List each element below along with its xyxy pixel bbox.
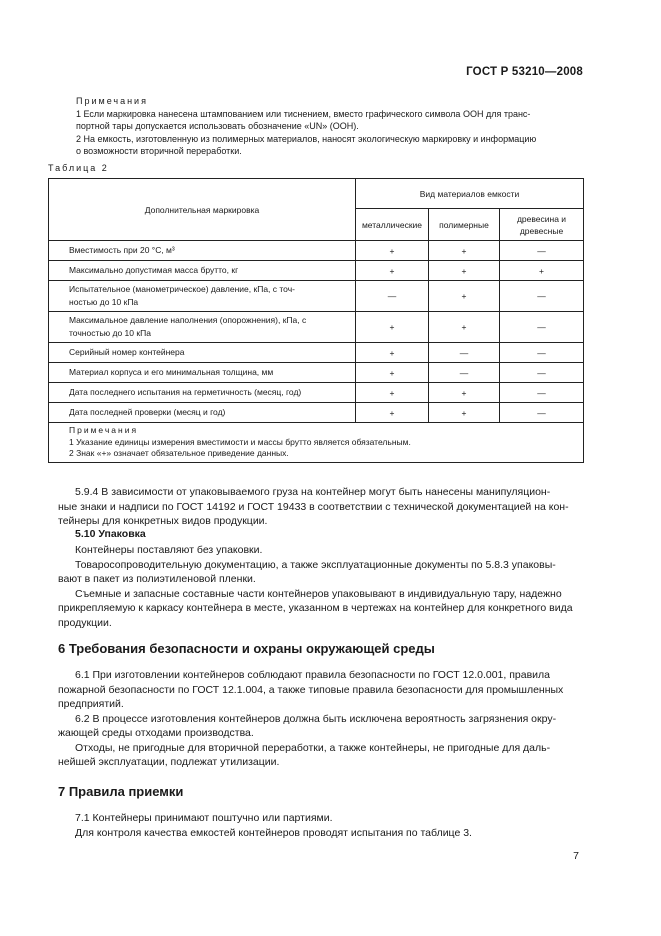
table-notes-row	[49, 423, 584, 463]
note-line: 2 На емкость, изготовленную из полимерных материалов, наносят экологическую маркировку и информацию	[76, 133, 537, 144]
table-row	[49, 403, 584, 423]
cell-metal: +	[356, 363, 429, 383]
table-note: 2 Знак «+» означает обязательное приведение данных.	[69, 448, 289, 459]
cell-wood: —	[500, 241, 584, 261]
table-row	[49, 241, 584, 261]
row-label: Вместимость при 20 °С, м³	[49, 241, 356, 261]
cell-polymer: +	[429, 241, 500, 261]
header-polymer: полимерные	[429, 209, 500, 241]
heading-5-10: 5.10 Упаковка	[75, 528, 146, 540]
text-line: 6.2 В процессе изготовления контейнеров должна быть исключена вероятность загрязнения окру-	[75, 712, 557, 725]
cell-wood: +	[500, 261, 584, 281]
text-line: нейшей эксплуатации, подлежат утилизации.	[58, 756, 280, 768]
notes-top	[48, 95, 584, 158]
row-label-line: Максимальное давление наполнения (опорожнения), кПа, с	[69, 315, 307, 325]
table-notes	[49, 423, 584, 463]
cell-metal: +	[356, 312, 429, 343]
cell-wood: —	[500, 343, 584, 363]
page-number: 7	[573, 850, 579, 862]
cell-wood: —	[500, 312, 584, 343]
row-label: Максимально допустимая масса брутто, кг	[49, 261, 356, 281]
cell-wood: —	[500, 281, 584, 312]
header-wood-line: древесные	[519, 225, 564, 236]
text-line: предприятий.	[58, 698, 124, 710]
cell-wood: —	[500, 403, 584, 423]
text-line: 5.9.4 В зависимости от упаковываемого груза на контейнер могут быть нанесены манипуляцион-	[75, 486, 551, 498]
header-main: Дополнительная маркировка	[49, 179, 356, 241]
cell-metal: +	[356, 403, 429, 423]
heading-section-6: 6 Требования безопасности и охраны окружающей среды	[58, 641, 435, 656]
paragraph-5-9-4	[58, 485, 584, 500]
row-label-line: точностью до 10 кПа	[69, 328, 151, 338]
cell-polymer: —	[429, 343, 500, 363]
row-label-line: Испытательное (манометрическое) давление, кПа, с точ-	[69, 284, 295, 294]
cell-polymer: +	[429, 261, 500, 281]
table-row	[49, 343, 584, 363]
text-line: 6.1 При изготовлении контейнеров соблюдают правила безопасности по ГОСТ 12.0.001, правила	[75, 669, 551, 681]
cell-metal: +	[356, 261, 429, 281]
marking-table	[48, 178, 584, 463]
heading-section-7: 7 Правила приемки	[58, 784, 184, 799]
cell-metal: +	[356, 383, 429, 403]
header-group: Вид материалов емкости	[356, 179, 584, 209]
header-wood	[500, 209, 584, 241]
text-line: тейнеры для конкретных видов продукции.	[58, 515, 268, 527]
row-label	[49, 281, 356, 312]
note-line: о возможности вторичной переработки.	[76, 146, 242, 156]
text-line: Для контроля качества емкостей контейнеров проводят испытания по таблице 3.	[75, 826, 472, 839]
table-row	[49, 383, 584, 403]
cell-polymer: +	[429, 312, 500, 343]
text-line: Съемные и запасные составные части контейнеров упаковывают в индивидуальную тару, надежно	[75, 587, 562, 600]
cell-polymer: +	[429, 281, 500, 312]
cell-polymer: —	[429, 363, 500, 383]
text-line: пожарной безопасности по ГОСТ 12.1.004, а также типовые правила безопасности для промышленных	[58, 683, 564, 696]
text-line: Отходы, не пригодные для вторичной переработки, а также контейнеры, не пригодные для даль-	[75, 741, 551, 754]
text-line: вают в пакет из полиэтиленовой пленки.	[58, 573, 256, 585]
table-row	[49, 363, 584, 383]
text-line: Товаросопроводительную документацию, а также эксплуатационные документы по 5.8.3 упаковы-	[75, 558, 556, 571]
text-line: продукции.	[58, 616, 112, 629]
notes-title: Примечания	[76, 96, 148, 106]
cell-polymer: +	[429, 383, 500, 403]
cell-wood: —	[500, 383, 584, 403]
document-header: ГОСТ Р 53210—2008	[466, 66, 583, 78]
text-line: 7.1 Контейнеры принимают поштучно или партиями.	[75, 812, 333, 824]
text-line: жающей среды отходами производства.	[58, 727, 254, 739]
table-note: 1 Указание единицы измерения вместимости и массы брутто является обязательным.	[69, 436, 411, 447]
row-label: Дата последней проверки (месяц и год)	[49, 403, 356, 423]
table-notes-title: Примечания	[69, 425, 139, 436]
row-label: Дата последнего испытания на герметичность (месяц, год)	[49, 383, 356, 403]
header-wood-line: древесина и	[516, 213, 567, 224]
table-row	[49, 281, 584, 312]
note-line: портной тары допускается использовать обозначение «UN» (OOH).	[76, 121, 359, 131]
cell-metal: —	[356, 281, 429, 312]
cell-metal: +	[356, 343, 429, 363]
row-label: Серийный номер контейнера	[49, 343, 356, 363]
table-caption: Таблица 2	[48, 163, 109, 173]
row-label: Материал корпуса и его минимальная толщина, мм	[49, 363, 356, 383]
text-line: Контейнеры поставляют без упаковки.	[75, 544, 263, 556]
cell-polymer: +	[429, 403, 500, 423]
paragraph-5-9-4-cont	[58, 500, 584, 529]
table-row	[49, 312, 584, 343]
text-line: ные знаки и надписи по ГОСТ 14192 и ГОСТ 19433 в соответствии с технической документацией на кон-	[58, 500, 569, 513]
row-label	[49, 312, 356, 343]
table-row	[49, 261, 584, 281]
row-label-line: ностью до 10 кПа	[69, 297, 139, 307]
header-metal: металлические	[356, 209, 429, 241]
text-line: прикрепляемую к каркасу контейнера в месте, указанном в чертежах на контейнер для конкретного вида	[58, 602, 573, 614]
cell-wood: —	[500, 363, 584, 383]
cell-metal: +	[356, 241, 429, 261]
note-line: 1 Если маркировка нанесена штампованием или тиснением, вместо графического символа ООН для транс-	[76, 108, 531, 119]
